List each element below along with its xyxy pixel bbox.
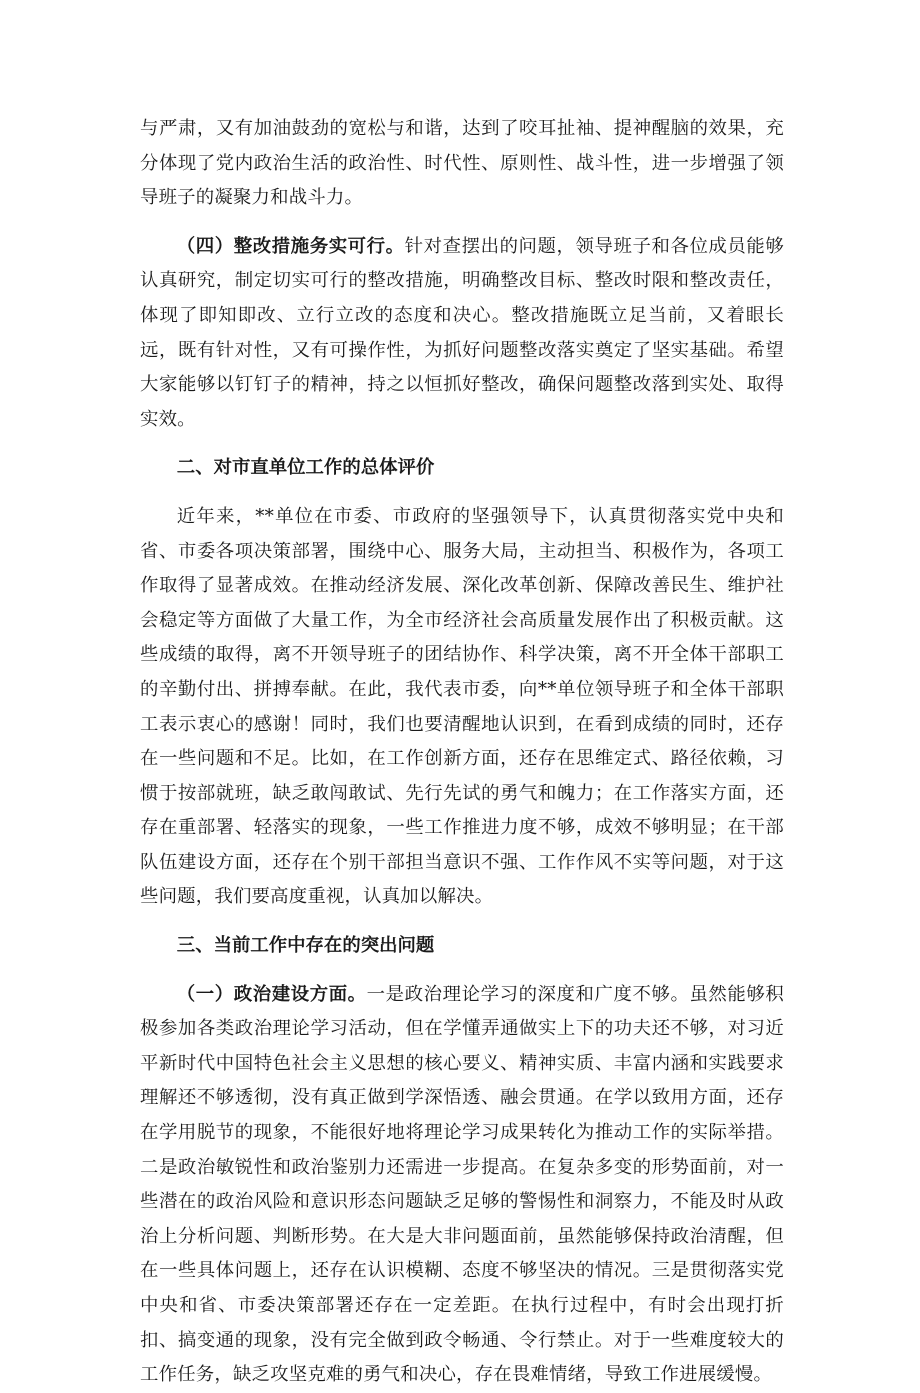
paragraph-lead-heading: （四）整改措施务实可行。 bbox=[176, 235, 405, 257]
paragraph-continuation: 与严肃，又有加油鼓劲的宽松与和谐，达到了咬耳扯袖、提神醒脑的效果，充分体现了党内政治生活的政治性、时代性、原则性、战斗性，进一步增强了领导班子的凝聚力和战斗力。 bbox=[140, 118, 784, 209]
section-heading-2: 二、对市直单位工作的总体评价 bbox=[176, 457, 435, 479]
paragraph-body: 针对查摆出的问题，领导班子和各位成员能够认真研究，制定切实可行的整改措施，明确整改目标、整改时限和整改责任，体现了即知即改、立行立改的态度和决心。整改措施既立足当前，又着眼长远，既有针对性，又有可操作性，为抓好问题整改落实奠定了坚实基础。希望大家能够以钉钉子的精神，持之以恒抓好整改，确保问题整改落到实处、取得实效。 bbox=[140, 235, 784, 430]
section-heading-3: 三、当前工作中存在的突出问题 bbox=[176, 935, 435, 957]
paragraph-body: 一是政治理论学习的深度和广度不够。虽然能够积极参加各类政治理论学习活动，但在学懂弄通做实上下的功夫还不够，对习近平新时代中国特色社会主义思想的核心要义、精神实质、丰富内涵和实践要求理解还不够透彻，没有真正做到学深悟透、融会贯通。在学以致用方面，还存在学用脱节的现象，不能很好地将理论学习成果转化为推动工作的实际举措。二是政治敏锐性和政治鉴别力还需进一步提高。在复杂多变的形势面前，对一些潜在的政治风险和意识形态问题缺乏足够的警惕性和洞察力，不能及时从政治上分析问题、判断形势。在大是大非问题面前，虽然能够保持政治清醒，但在一些具体问题上，还存在认识模糊、态度不够坚决的情况。三是贯彻落实党中央和省、市委决策部署还存在一定差距。在执行过程中，有时会出现打折扣、搞变通的现象，没有完全做到政令畅通、令行禁止。对于一些难度较大的工作任务，缺乏攻坚克难的勇气和决心，存在畏难情绪，导致工作进展缓慢。 bbox=[140, 983, 784, 1386]
paragraph-lead-heading: （一）政治建设方面。 bbox=[176, 983, 367, 1005]
paragraph-political-building bbox=[140, 978, 784, 1393]
paragraph-rectification bbox=[140, 230, 784, 438]
document-page bbox=[140, 112, 784, 1393]
paragraph-overall-evaluation: 近年来，**单位在市委、市政府的坚强领导下，认真贯彻落实党中央和省、市委各项决策部署，围绕中心、服务大局，主动担当、积极作为，各项工作取得了显著成效。在推动经济发展、深化改革创新、保障改善民生、维护社会稳定等方面做了大量工作，为全市经济社会高质量发展作出了积极贡献。这些成绩的取得，离不开领导班子的团结协作、科学决策，离不开全体干部职工的辛勤付出、拼搏奉献。在此，我代表市委，向**单位领导班子和全体干部职工表示衷心的感谢！同时，我们也要清醒地认识到，在看到成绩的同时，还存在一些问题和不足。比如，在工作创新方面，还存在思维定式、路径依赖，习惯于按部就班，缺乏敢闯敢试、先行先试的勇气和魄力；在工作落实方面，还存在重部署、轻落实的现象，一些工作推进力度不够，成效不够明显；在干部队伍建设方面，还存在个别干部担当意识不强、工作作风不实等问题，对于这些问题，我们要高度重视，认真加以解决。 bbox=[140, 505, 784, 908]
